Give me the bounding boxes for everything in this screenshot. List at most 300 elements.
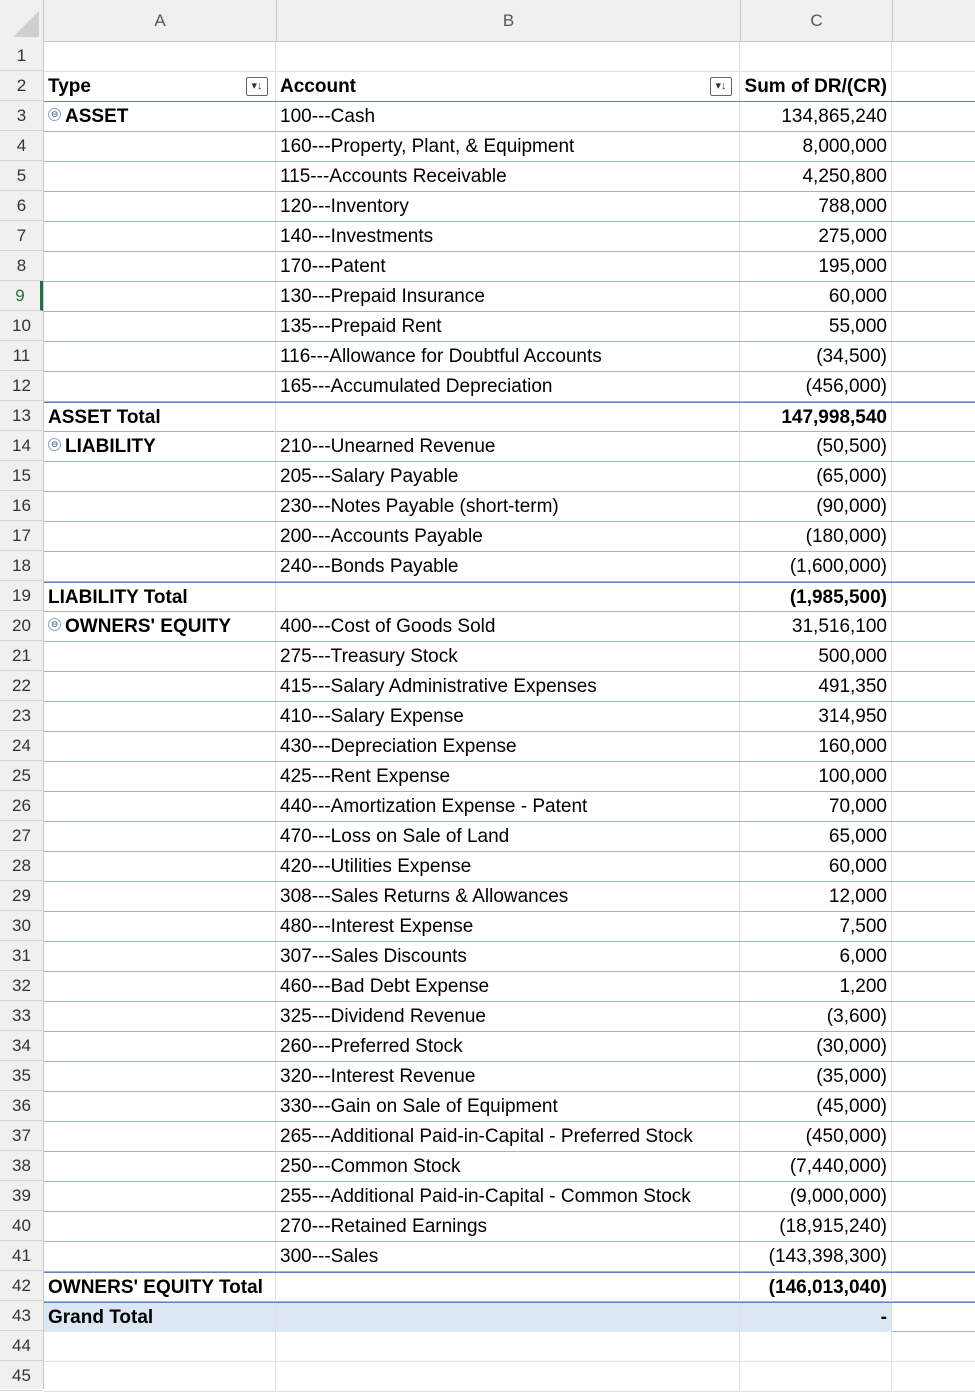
account-cell[interactable] [276,942,740,971]
account-cell-text: 135---Prepaid Rent [280,316,442,337]
account-cell[interactable] [276,192,740,221]
account-cell[interactable] [276,1032,740,1061]
empty-cell[interactable] [44,42,276,71]
empty-cell[interactable] [892,822,975,851]
amount-cell[interactable] [740,612,892,641]
empty-cell[interactable] [276,1332,740,1361]
row-number[interactable]: 25 [0,761,43,791]
row-number[interactable]: 26 [0,791,43,821]
cell[interactable] [44,1032,276,1061]
row-number[interactable]: 24 [0,731,43,761]
account-cell-text: 140---Investments [280,226,434,247]
cell[interactable] [44,462,276,491]
account-cell-text: 270---Retained Earnings [280,1216,488,1237]
account-cell-text: 165---Accumulated Depreciation [280,376,553,397]
account-cell-text: 260---Preferred Stock [280,1036,463,1057]
row-number[interactable]: 2 [0,71,43,101]
empty-cell[interactable] [892,372,975,401]
account-cell-text: 410---Salary Expense [280,706,464,727]
empty-cell[interactable] [892,462,975,491]
amount-cell-text: (9,000,000) [789,1186,887,1207]
cell[interactable] [44,1062,276,1091]
cell[interactable] [44,882,276,911]
cell[interactable] [44,522,276,551]
group-total-label[interactable] [44,583,276,612]
amount-cell-text: 491,350 [818,676,887,697]
account-cell[interactable] [276,972,740,1001]
collapse-minus-icon[interactable]: ⊖ [48,108,61,121]
row-number[interactable]: 5 [0,161,43,191]
pivot-header-account-text: Account [280,76,356,97]
empty-cell[interactable] [892,1273,975,1302]
account-cell[interactable] [276,822,740,851]
account-cell-text: 230---Notes Payable (short-term) [280,496,559,517]
amount-cell[interactable] [740,852,892,881]
group-total-value[interactable] [740,403,892,432]
amount-cell[interactable] [740,1182,892,1211]
amount-cell[interactable] [740,1032,892,1061]
empty-cell[interactable] [892,1092,975,1121]
cell[interactable] [44,132,276,161]
amount-cell[interactable] [740,642,892,671]
empty-cell[interactable] [892,552,975,581]
amount-cell[interactable] [740,672,892,701]
row-number[interactable]: 23 [0,701,43,731]
cell[interactable] [44,792,276,821]
account-cell-text: 480---Interest Expense [280,916,474,937]
group-total-label-text: LIABILITY Total [48,587,188,608]
account-cell[interactable] [276,462,740,491]
group-total-value-text: 147,998,540 [781,407,887,428]
amount-cell-text: (34,500) [816,346,887,367]
account-cell-text: 415---Salary Administrative Expenses [280,676,597,697]
amount-cell[interactable] [740,492,892,521]
pivot-header-account[interactable] [276,72,740,101]
account-cell[interactable] [276,132,740,161]
row-number[interactable]: 41 [0,1241,43,1271]
row-number[interactable]: 8 [0,251,43,281]
select-all-triangle-icon [13,11,39,37]
empty-cell[interactable] [892,1332,975,1361]
amount-cell-text: 70,000 [828,796,887,817]
account-cell-text: 460---Bad Debt Expense [280,976,490,997]
amount-cell[interactable] [740,282,892,311]
empty-cell[interactable] [892,1242,975,1271]
row-number[interactable]: 17 [0,521,43,551]
amount-cell[interactable] [740,822,892,851]
account-filter-dropdown-icon[interactable]: ▾↓ [710,77,732,96]
empty-cell[interactable] [44,1362,276,1391]
row-number[interactable]: 45 [0,1361,43,1391]
amount-cell[interactable] [740,972,892,1001]
empty-cell[interactable] [276,42,740,71]
amount-cell[interactable] [740,1092,892,1121]
empty-cell[interactable] [892,102,975,131]
group-label-text: ASSET [65,106,129,127]
account-cell-text: 255---Additional Paid-in-Capital - Common Stock [280,1186,691,1207]
empty-cell[interactable] [892,912,975,941]
account-cell[interactable] [276,342,740,371]
account-cell-text: 308---Sales Returns & Allowances [280,886,569,907]
row-number[interactable]: 16 [0,491,43,521]
row-number[interactable]: 43 [0,1301,43,1331]
amount-cell-text: 314,950 [818,706,887,727]
empty-cell[interactable] [892,732,975,761]
amount-cell[interactable] [740,732,892,761]
amount-cell[interactable] [740,102,892,131]
empty-cell[interactable] [892,762,975,791]
cell[interactable] [44,912,276,941]
amount-cell[interactable] [740,1122,892,1151]
amount-cell[interactable] [740,882,892,911]
empty-cell[interactable] [892,1303,975,1332]
row-number[interactable]: 39 [0,1181,43,1211]
group-label[interactable] [44,612,276,641]
row-number[interactable]: 7 [0,221,43,251]
account-cell-text: 470---Loss on Sale of Land [280,826,510,847]
account-cell[interactable] [276,1062,740,1091]
account-cell[interactable] [276,1212,740,1241]
amount-cell[interactable] [740,192,892,221]
account-cell[interactable] [276,1273,740,1302]
amount-cell[interactable] [740,222,892,251]
amount-cell[interactable] [740,1152,892,1181]
account-cell[interactable] [276,222,740,251]
row-number[interactable]: 15 [0,461,43,491]
empty-cell[interactable] [892,1032,975,1061]
account-cell[interactable] [276,1182,740,1211]
empty-cell[interactable] [892,642,975,671]
amount-cell-text: 60,000 [828,856,887,877]
account-cell[interactable] [276,282,740,311]
pivot-header-sum[interactable] [740,72,892,101]
account-cell[interactable] [276,162,740,191]
empty-cell[interactable] [892,612,975,641]
group-total-label[interactable] [44,1273,276,1302]
cell[interactable] [44,702,276,731]
cell[interactable] [44,972,276,1001]
amount-cell-text: (90,000) [816,496,887,517]
row-number[interactable]: 40 [0,1211,43,1241]
empty-cell[interactable] [892,72,975,101]
group-total-label[interactable] [44,403,276,432]
empty-cell[interactable] [892,1212,975,1241]
cell[interactable] [44,1212,276,1241]
account-cell[interactable] [276,1002,740,1031]
group-total-value[interactable] [740,583,892,612]
cell[interactable] [44,192,276,221]
amount-cell[interactable] [740,762,892,791]
amount-cell-text: 275,000 [818,226,887,247]
row-number[interactable]: 13 [0,401,43,431]
row-number[interactable]: 35 [0,1061,43,1091]
amount-cell-text: 788,000 [818,196,887,217]
amount-cell[interactable] [740,942,892,971]
amount-cell-text: 7,500 [839,916,887,937]
account-cell-text: 320---Interest Revenue [280,1066,476,1087]
account-cell-text: 400---Cost of Goods Sold [280,616,496,637]
account-cell-text: 425---Rent Expense [280,766,451,787]
account-cell[interactable] [276,792,740,821]
cell[interactable] [44,1152,276,1181]
empty-cell[interactable] [740,1362,892,1391]
empty-cell[interactable] [892,792,975,821]
column-header-c[interactable]: C [741,0,893,41]
grand-total-value[interactable] [740,1303,892,1332]
group-total-value[interactable] [740,1273,892,1302]
account-cell-text: 210---Unearned Revenue [280,436,496,457]
empty-cell[interactable] [892,132,975,161]
amount-cell-text: (7,440,000) [789,1156,887,1177]
column-header-b[interactable]: B [277,0,741,41]
amount-cell-text: 500,000 [818,646,887,667]
cell[interactable] [44,1182,276,1211]
row-number[interactable]: 27 [0,821,43,851]
empty-cell[interactable] [892,672,975,701]
cell[interactable] [44,342,276,371]
row-number[interactable]: 29 [0,881,43,911]
cell[interactable] [44,252,276,281]
empty-cell[interactable] [892,222,975,251]
amount-cell[interactable] [740,792,892,821]
row-number[interactable]: 36 [0,1091,43,1121]
empty-cell[interactable] [892,162,975,191]
account-cell-text: 330---Gain on Sale of Equipment [280,1096,558,1117]
account-cell[interactable] [276,432,740,461]
account-cell[interactable] [276,102,740,131]
account-cell[interactable] [276,1242,740,1271]
row-number[interactable]: 9 [0,281,43,311]
collapse-minus-icon[interactable]: ⊖ [48,438,61,451]
amount-cell-text: (65,000) [816,466,887,487]
account-cell[interactable] [276,552,740,581]
row-number[interactable]: 28 [0,851,43,881]
row-number[interactable]: 11 [0,341,43,371]
account-cell[interactable] [276,912,740,941]
amount-cell[interactable] [740,1242,892,1271]
amount-cell-text: 60,000 [828,286,887,307]
amount-cell[interactable] [740,552,892,581]
row-number[interactable]: 20 [0,611,43,641]
amount-cell-text: 31,516,100 [791,616,887,637]
group-total-label-text: OWNERS' EQUITY Total [48,1277,263,1298]
type-filter-dropdown-icon[interactable]: ▾↓ [246,77,268,96]
amount-cell-text: 195,000 [818,256,887,277]
amount-cell-text: 134,865,240 [781,106,887,127]
row-number[interactable]: 1 [0,41,43,71]
empty-cell[interactable] [892,852,975,881]
empty-cell[interactable] [892,942,975,971]
amount-cell[interactable] [740,432,892,461]
row-number[interactable]: 6 [0,191,43,221]
cell[interactable] [44,552,276,581]
account-cell[interactable] [276,612,740,641]
empty-cell[interactable] [892,972,975,1001]
row-number[interactable]: 10 [0,311,43,341]
amount-cell[interactable] [740,132,892,161]
account-cell[interactable] [276,852,740,881]
group-total-label-text: ASSET Total [48,407,161,428]
group-total-value-text: (146,013,040) [768,1277,887,1298]
account-cell[interactable] [276,403,740,432]
empty-cell[interactable] [892,492,975,521]
row-header-column [0,41,44,1389]
empty-cell[interactable] [892,312,975,341]
cell[interactable] [44,312,276,341]
cell[interactable] [44,732,276,761]
select-all-corner[interactable] [0,0,44,41]
empty-cell[interactable] [740,1332,892,1361]
empty-cell[interactable] [892,342,975,371]
amount-cell[interactable] [740,162,892,191]
account-cell-text: 307---Sales Discounts [280,946,467,967]
cell[interactable] [44,762,276,791]
row-number[interactable]: 42 [0,1271,43,1301]
account-cell[interactable] [276,492,740,521]
empty-cell[interactable] [892,282,975,311]
account-cell[interactable] [276,762,740,791]
cell[interactable] [44,162,276,191]
row-number[interactable]: 34 [0,1031,43,1061]
amount-cell-text: 12,000 [828,886,887,907]
account-cell[interactable] [276,732,740,761]
account-cell-text: 200---Accounts Payable [280,526,483,547]
pivot-header-sum-text: Sum of DR/(CR) [744,76,887,97]
empty-cell[interactable] [892,882,975,911]
row-number[interactable]: 37 [0,1121,43,1151]
empty-cell[interactable] [892,42,975,71]
pivot-header-type-text: Type [48,76,91,97]
column-header-d[interactable] [893,0,975,41]
account-cell[interactable] [276,252,740,281]
empty-cell[interactable] [892,252,975,281]
empty-cell[interactable] [276,1362,740,1391]
cell[interactable] [44,1122,276,1151]
amount-cell-text: (45,000) [816,1096,887,1117]
account-cell[interactable] [276,522,740,551]
amount-cell-text: (35,000) [816,1066,887,1087]
account-cell[interactable] [276,1092,740,1121]
row-number[interactable]: 21 [0,641,43,671]
amount-cell[interactable] [740,1212,892,1241]
amount-cell-text: (3,600) [826,1006,887,1027]
row-number[interactable]: 31 [0,941,43,971]
row-number[interactable]: 33 [0,1001,43,1031]
empty-cell[interactable] [892,432,975,461]
account-cell[interactable] [276,372,740,401]
row-number[interactable]: 32 [0,971,43,1001]
grand-total-label[interactable] [44,1303,276,1332]
cell[interactable] [44,942,276,971]
account-cell-text: 130---Prepaid Insurance [280,286,485,307]
empty-cell[interactable] [892,1362,975,1391]
empty-cell[interactable] [892,1182,975,1211]
amount-cell-text: (18,915,240) [779,1216,887,1237]
empty-cell[interactable] [892,1062,975,1091]
account-cell-text: 275---Treasury Stock [280,646,458,667]
account-cell-text: 170---Patent [280,256,386,277]
cell[interactable] [44,852,276,881]
amount-cell[interactable] [740,462,892,491]
cell[interactable] [44,222,276,251]
empty-cell[interactable] [740,42,892,71]
account-cell[interactable] [276,642,740,671]
cell[interactable] [44,1092,276,1121]
empty-cell[interactable] [892,702,975,731]
account-cell[interactable] [276,312,740,341]
account-cell[interactable] [276,882,740,911]
amount-cell[interactable] [740,522,892,551]
account-cell[interactable] [276,672,740,701]
row-number[interactable]: 18 [0,551,43,581]
row-number[interactable]: 38 [0,1151,43,1181]
column-header-a[interactable]: A [44,0,277,41]
row-number[interactable]: 4 [0,131,43,161]
empty-cell[interactable] [892,192,975,221]
account-cell[interactable] [276,583,740,612]
account-cell-text: 100---Cash [280,106,376,127]
empty-cell[interactable] [892,1152,975,1181]
amount-cell[interactable] [740,702,892,731]
row-number[interactable]: 3 [0,101,43,131]
empty-cell[interactable] [44,1332,276,1361]
row-number[interactable]: 12 [0,371,43,401]
amount-cell[interactable] [740,1002,892,1031]
row-number[interactable]: 30 [0,911,43,941]
cell[interactable] [44,1002,276,1031]
amount-cell[interactable] [740,252,892,281]
cell[interactable] [44,822,276,851]
group-label[interactable] [44,102,276,131]
empty-cell[interactable] [892,1002,975,1031]
empty-cell[interactable] [892,583,975,612]
amount-cell-text: (180,000) [805,526,887,547]
grand-total-blank[interactable] [276,1303,740,1332]
amount-cell-text: 4,250,800 [802,166,887,187]
cell[interactable] [44,492,276,521]
row-number[interactable]: 22 [0,671,43,701]
group-label-text: LIABILITY [65,436,156,457]
account-cell-text: 240---Bonds Payable [280,556,459,577]
empty-cell[interactable] [892,1122,975,1151]
amount-cell-text: 100,000 [818,766,887,787]
cell[interactable] [44,642,276,671]
amount-cell-text: (450,000) [805,1126,887,1147]
amount-cell[interactable] [740,372,892,401]
pivot-header-type[interactable] [44,72,276,101]
collapse-minus-icon[interactable]: ⊖ [48,618,61,631]
account-cell[interactable] [276,1122,740,1151]
cell[interactable] [44,372,276,401]
account-cell-text: 250---Common Stock [280,1156,461,1177]
amount-cell[interactable] [740,312,892,341]
account-cell[interactable] [276,1152,740,1181]
amount-cell[interactable] [740,912,892,941]
row-number[interactable]: 14 [0,431,43,461]
row-number[interactable]: 19 [0,581,43,611]
empty-cell[interactable] [892,522,975,551]
account-cell[interactable] [276,702,740,731]
amount-cell[interactable] [740,342,892,371]
group-label[interactable] [44,432,276,461]
row-number[interactable]: 44 [0,1331,43,1361]
group-total-value-text: (1,985,500) [789,587,887,608]
cell[interactable] [44,282,276,311]
cell[interactable] [44,672,276,701]
amount-cell[interactable] [740,1062,892,1091]
cell[interactable] [44,1242,276,1271]
empty-cell[interactable] [892,403,975,432]
